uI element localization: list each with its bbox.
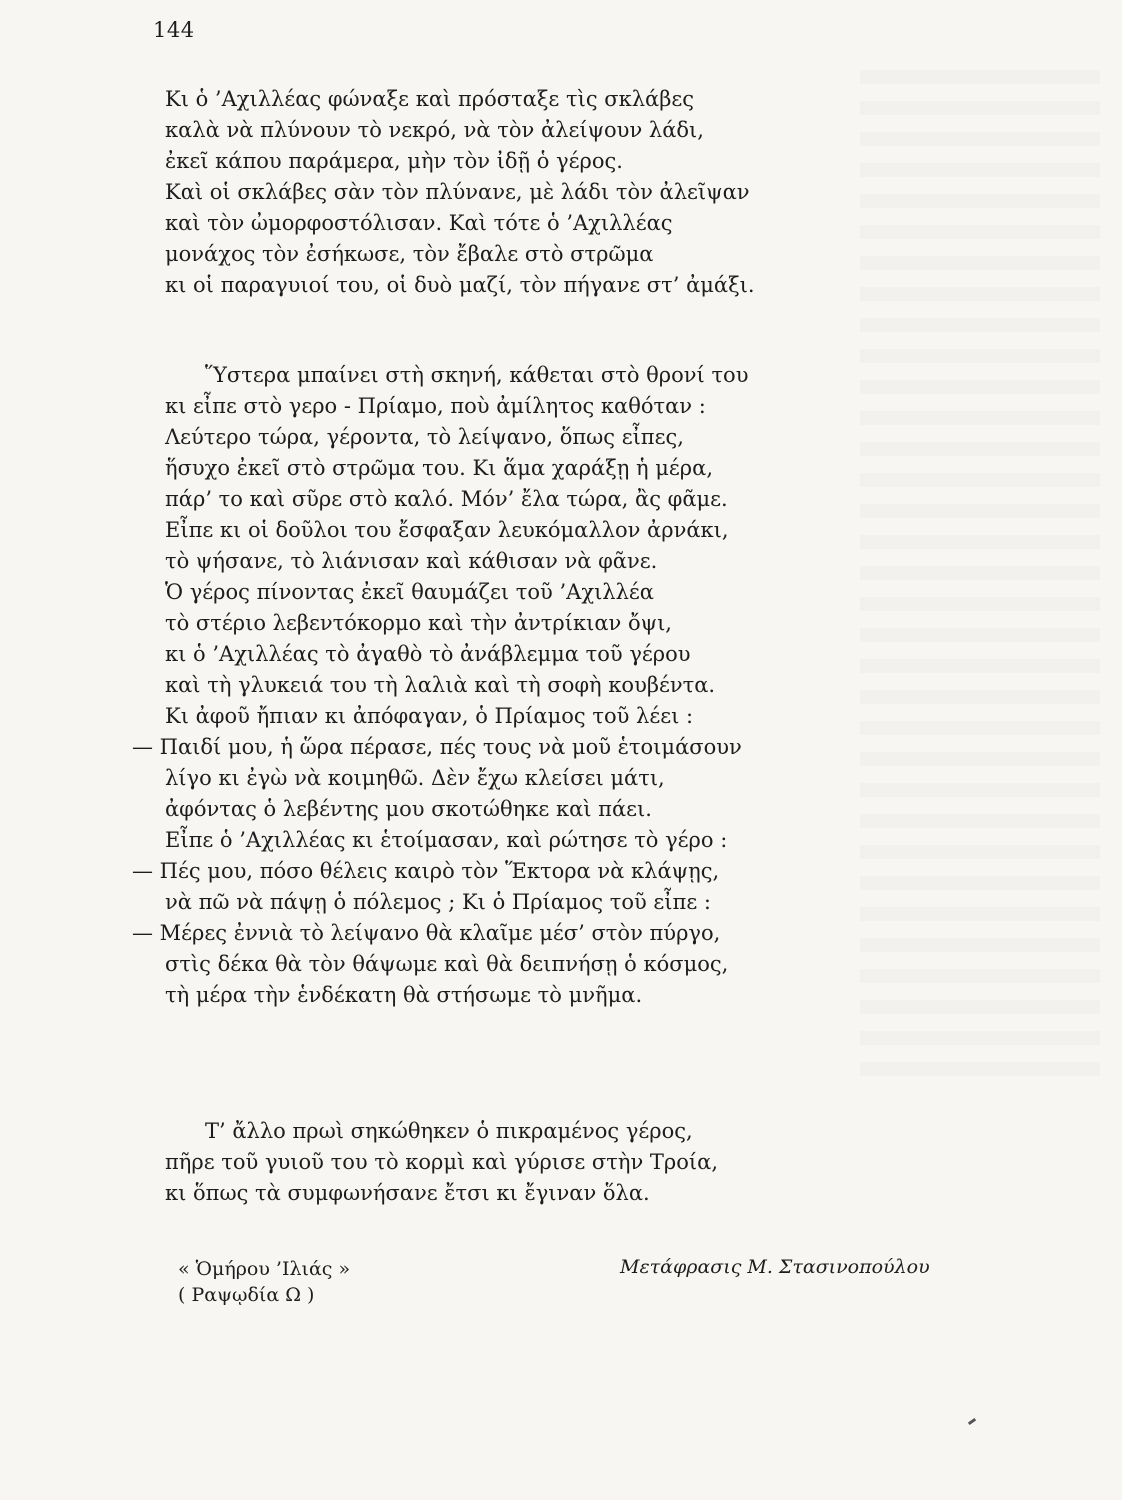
verse-line <box>165 639 965 670</box>
verse-line <box>132 918 965 949</box>
page-number: 144 <box>153 18 195 42</box>
verse-line <box>165 670 965 701</box>
source-rhapsody: ( Ραψῳδία Ω ) <box>178 1284 315 1306</box>
verse-line <box>165 763 965 794</box>
verse-line <box>165 422 965 453</box>
verse-line <box>165 208 965 239</box>
verse-line <box>165 825 965 856</box>
verse-line <box>165 177 965 208</box>
verse-line-text: λίγο κι ἐγὼ νὰ κοιμηθῶ. Δὲν ἔχω κλείσει μάτι, <box>165 766 665 790</box>
verse-line-text: Ὕστερα μπαίνει στὴ σκηνή, κάθεται στὸ θρονί του <box>205 363 749 387</box>
verse-line <box>132 856 965 887</box>
verse-line <box>165 115 965 146</box>
verse-line-text: Εἶπε κι οἱ δοῦλοι του ἔσφαξαν λευκόμαλλον ἀρνάκι, <box>165 518 729 542</box>
verse-line <box>165 270 965 301</box>
source-title: « Ὁμήρου ’Ιλιάς » <box>178 1258 351 1280</box>
verse-line-text: Ὁ γέρος πίνοντας ἐκεῖ θαυμάζει τοῦ ’Αχιλλέα <box>165 580 654 604</box>
verse-line-text: Κι ὁ ’Αχιλλέας φώναξε καὶ πρόσταξε τὶς σκλάβες <box>165 87 695 111</box>
verse-line-text: Κι ἀφοῦ ἤπιαν κι ἀπόφαγαν, ὁ Πρίαμος τοῦ λέει : <box>165 704 694 728</box>
stanza <box>165 1116 965 1209</box>
verse-line-text: — Παιδί μου, ἡ ὥρα πέρασε, πές τους νὰ μοῦ ἑτοιμάσουν <box>132 735 742 759</box>
verse-line <box>165 1116 965 1147</box>
verse-line-text: κι ὁ ’Αχιλλέας τὸ ἀγαθὸ τὸ ἀνάβλεμμα τοῦ γέρου <box>165 642 691 666</box>
verse-line <box>165 887 965 918</box>
stanza <box>132 360 965 1011</box>
verse-line <box>165 608 965 639</box>
verse-line <box>132 732 965 763</box>
verse-line-text: καὶ τὸν ὠμορφοστόλισαν. Καὶ τότε ὁ ’Αχιλλέας <box>165 211 673 235</box>
verse-line <box>165 1178 965 1209</box>
verse-line-text: πάρ’ το καὶ σῦρε στὸ καλό. Μόν’ ἔλα τώρα, ἂς φᾶμε. <box>165 487 728 511</box>
verse-line-text: — Πές μου, πόσο θέλεις καιρὸ τὸν Ἕκτορα νὰ κλάψῃς, <box>132 859 720 883</box>
verse-line <box>165 980 965 1011</box>
verse-line-text: καὶ τὴ γλυκειά του τὴ λαλιὰ καὶ τὴ σοφὴ κουβέντα. <box>165 673 716 697</box>
verse-line <box>165 577 965 608</box>
verse-line-text: ἐκεῖ κάπου παράμερα, μὴν τὸν ἰδῇ ὁ γέρος. <box>165 149 623 173</box>
verse-line-text: — Μέρες ἐννιὰ τὸ λείψανο θὰ κλαῖμε μέσ’ στὸν πύργο, <box>132 921 721 945</box>
verse-line <box>165 146 965 177</box>
verse-line <box>165 239 965 270</box>
verse-line-text: κι εἶπε στὸ γερο - Πρίαμο, ποὺ ἀμίλητος καθόταν : <box>165 394 706 418</box>
verse-line <box>165 391 965 422</box>
verse-line-text: Τ’ ἄλλο πρωὶ σηκώθηκεν ὁ πικραμένος γέρος, <box>205 1119 693 1143</box>
verse-line-text: στὶς δέκα θὰ τὸν θάψωμε καὶ θὰ δειπνήσῃ ὁ κόσμος, <box>165 952 729 976</box>
verse-line-text: ἥσυχο ἐκεῖ στὸ στρῶμα του. Κι ἅμα χαράξῃ ἡ μέρα, <box>165 456 714 480</box>
verse-line <box>165 453 965 484</box>
verse-line-text: κι ὅπως τὰ συμφωνήσανε ἔτσι κι ἔγιναν ὅλα. <box>165 1181 650 1205</box>
translator-credit: Μετάφρασις Μ. Στασινοπούλου <box>620 1256 930 1278</box>
verse-line-text: καλὰ νὰ πλύνουν τὸ νεκρό, νὰ τὸν ἀλείψουν λάδι, <box>165 118 704 142</box>
verse-line-text: ἀφόντας ὁ λεβέντης μου σκοτώθηκε καὶ πάει. <box>165 797 652 821</box>
verse-line-text: τὸ στέριο λεβεντόκορμο καὶ τὴν ἀντρίκιαν ὄψι, <box>165 611 672 635</box>
verse-line-text: τὸ ψήσανε, τὸ λιάνισαν καὶ κάθισαν νὰ φᾶνε. <box>165 549 658 573</box>
verse-line-text: Εἶπε ὁ ’Αχιλλέας κι ἑτοίμασαν, καὶ ρώτησε τὸ γέρο : <box>165 828 728 852</box>
verse-line-text: τὴ μέρα τὴν ἑνδέκατη θὰ στήσωμε τὸ μνῆμα. <box>165 983 643 1007</box>
verse-line-text: νὰ πῶ νὰ πάψῃ ὁ πόλεμος ; Κι ὁ Πρίαμος τοῦ εἶπε : <box>165 890 711 914</box>
verse-line-text: κι οἱ παραγυιοί του, οἱ δυὸ μαζί, τὸν πήγανε στ’ ἀμάξι. <box>165 273 755 297</box>
verse-line <box>165 794 965 825</box>
verse-line <box>165 546 965 577</box>
verse-line <box>165 360 965 391</box>
verse-line <box>165 701 965 732</box>
stray-mark <box>968 1418 976 1425</box>
stanza <box>165 84 965 301</box>
verse-line <box>165 515 965 546</box>
verse-line <box>165 949 965 980</box>
source-citation <box>178 1256 350 1308</box>
verse-line <box>165 484 965 515</box>
verse-line-text: μονάχος τὸν ἐσήκωσε, τὸν ἔβαλε στὸ στρῶμα <box>165 242 654 266</box>
verse-line-text: Λεύτερο τώρα, γέροντα, τὸ λείψανο, ὅπως εἶπες, <box>165 425 684 449</box>
verse-line-text: Καὶ οἱ σκλάβες σὰν τὸν πλύνανε, μὲ λάδι τὸν ἀλεῖψαν <box>165 180 750 204</box>
verse-line <box>165 1147 965 1178</box>
verse-line <box>165 84 965 115</box>
verse-line-text: πῆρε τοῦ γυιοῦ του τὸ κορμὶ καὶ γύρισε στὴν Τροία, <box>165 1150 718 1174</box>
